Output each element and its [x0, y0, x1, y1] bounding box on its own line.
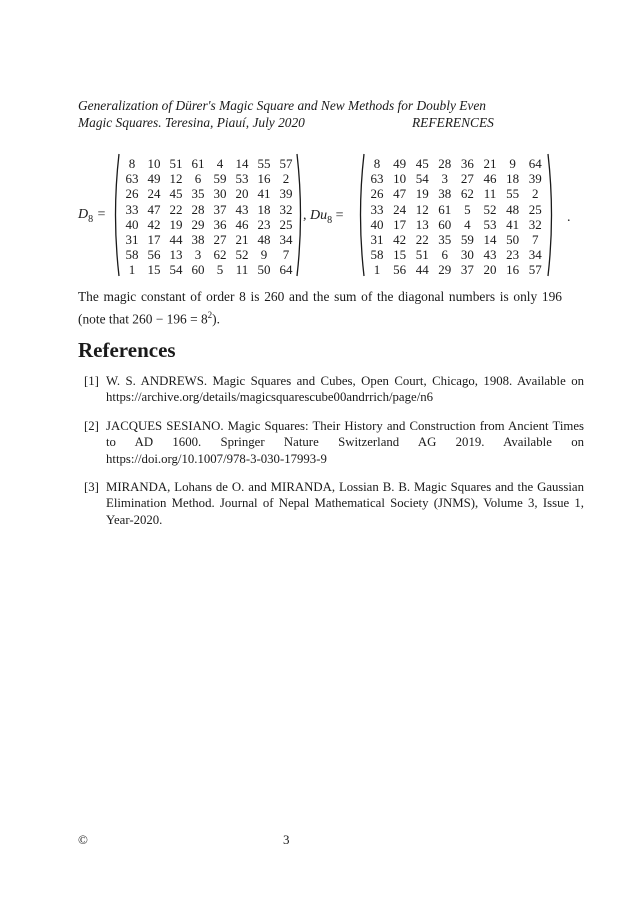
matrix-cell: 46: [483, 171, 497, 187]
matrix-cell: 2: [531, 186, 539, 202]
matrix-cell: 56: [147, 247, 161, 263]
matrix-cell: 49: [393, 156, 407, 171]
matrix-cell: 12: [415, 201, 429, 217]
matrix-cell: 21: [235, 232, 249, 247]
left-paren-icon: [356, 152, 365, 278]
header-section-label: REFERENCES: [412, 115, 494, 130]
matrix-cell: 7: [531, 232, 539, 247]
comma: ,: [303, 208, 307, 223]
matrix-cell: 25: [528, 201, 542, 217]
matrix-d8: [111, 152, 305, 278]
matrix-cell: 21: [483, 156, 497, 171]
matrix-cell: 14: [235, 156, 249, 171]
matrix-cell: 43: [483, 247, 497, 263]
paragraph-text: is: [245, 289, 265, 304]
matrix-cell: 38: [191, 232, 205, 247]
matrix-cell: 57: [279, 156, 293, 171]
matrix-cell: 13: [169, 247, 183, 263]
matrix-cell: 58: [370, 247, 384, 263]
du8-symbol: Du: [310, 208, 328, 223]
matrix-cell: 29: [191, 216, 205, 232]
matrix-cell: 18: [506, 171, 520, 187]
matrix-cell: 20: [483, 262, 497, 278]
matrix-cell: 9: [509, 156, 516, 171]
du8-equals: =: [335, 208, 344, 223]
matrix-cell: 41: [257, 186, 271, 202]
matrix-cell: 60: [191, 262, 205, 278]
matrix-cell: 1: [373, 262, 381, 278]
matrix-cell: 37: [460, 262, 474, 278]
matrix-cell: 7: [282, 247, 290, 263]
matrix-cell: 51: [415, 247, 429, 263]
paragraph-text: ).: [212, 311, 220, 327]
matrix-cell: 17: [147, 232, 161, 247]
matrix-du8: [356, 152, 556, 278]
matrix-cell: 44: [169, 232, 183, 247]
matrix-cell: 63: [125, 171, 139, 187]
matrix-cell: 6: [194, 171, 202, 187]
matrix-cell: 3: [194, 247, 202, 263]
matrix-cell: 50: [506, 232, 520, 247]
matrix-cell: 32: [279, 201, 293, 217]
matrix-cell: 17: [393, 216, 407, 232]
reference-item: [78, 373, 584, 406]
reference-number: [3]: [84, 480, 99, 495]
matrix-cell: 10: [393, 171, 407, 187]
references-list: [78, 373, 584, 540]
matrix-cell: 14: [483, 232, 497, 247]
matrix-cell: 16: [257, 171, 271, 187]
matrix-cell: 30: [213, 186, 227, 202]
matrix-cell: 20: [235, 186, 249, 202]
matrix-cell: 32: [528, 216, 542, 232]
magic-constant-value: 260: [264, 289, 285, 304]
exponent: 2: [207, 310, 213, 320]
matrix-cell: 22: [415, 232, 429, 247]
matrix-cell: 36: [460, 156, 474, 171]
matrix-cell: 11: [235, 262, 249, 278]
left-paren-icon: [111, 152, 120, 278]
matrix-cell: 54: [415, 171, 429, 187]
matrix-cell: 50: [257, 262, 271, 278]
copyright-symbol: ©: [78, 832, 88, 847]
matrix-cell: 52: [483, 201, 497, 217]
matrix-cell: 15: [393, 247, 407, 263]
matrix-cell: 43: [235, 201, 249, 217]
reference-text[interactable]: W. S. ANDREWS. Magic Squares and Cubes, Open Court, Chicago, 1908. Available on https://archive.org/details/magicsquarescube00andrrich/page/n6: [106, 374, 584, 405]
d8-subscript: 8: [88, 213, 94, 225]
header-title-line1: Generalization of Dürer's Magic Square and New Methods for Doubly Even: [78, 98, 487, 113]
du8-subscript: 8: [327, 214, 333, 226]
matrix-cell: 31: [370, 232, 384, 247]
matrix-cell: 44: [415, 262, 429, 278]
paragraph-text: and the sum of the diagonal numbers is only: [284, 289, 542, 304]
matrix-cell: 45: [415, 156, 429, 171]
reference-item: [78, 418, 584, 467]
matrix-cell: 26: [370, 186, 384, 202]
matrix-cell: 60: [438, 216, 452, 232]
matrix-cell: 36: [213, 216, 227, 232]
matrix-cell: 16: [506, 262, 520, 278]
paragraph-text: (note that: [78, 311, 133, 327]
matrix-cell: 59: [460, 232, 474, 247]
matrix-cell: 53: [235, 171, 249, 187]
page-number: 3: [283, 832, 290, 847]
matrix-cell: 12: [169, 171, 183, 187]
matrix-cell: 11: [483, 186, 497, 202]
matrix-cell: 64: [279, 262, 293, 278]
matrix-cell: 23: [257, 216, 271, 232]
matrix-cell: 4: [464, 216, 471, 232]
reference-item: [78, 479, 584, 528]
equation-separator: [303, 208, 344, 226]
matrix-cell: 10: [147, 156, 161, 171]
references-heading: References: [78, 338, 176, 362]
matrix-cell: 58: [125, 247, 139, 263]
matrix-cell: 52: [235, 247, 249, 263]
reference-text: MIRANDA, Lohans de O. and MIRANDA, Lossian B. B. Magic Squares and the Gaussian Elimination Method. Journal of Nepal Mathematical Society (JNMS), Volume 3, Issue 1, Year-2020.: [106, 480, 584, 527]
matrix-cell: 35: [191, 186, 205, 202]
matrix-cell: 28: [191, 201, 205, 217]
matrix-cell: 6: [441, 247, 449, 263]
matrix-cell: 30: [460, 247, 474, 263]
matrix-cell: 8: [128, 156, 136, 171]
matrix-cell: 24: [147, 186, 161, 202]
matrix-cell: 51: [169, 156, 183, 171]
matrix-cell: 5: [464, 201, 471, 217]
matrix-cell: 33: [370, 201, 384, 217]
matrix-cell: 61: [438, 201, 452, 217]
diagonal-sum-value: 196: [541, 289, 562, 304]
matrix-cell: 38: [438, 186, 452, 202]
matrix-cell: 48: [257, 232, 271, 247]
right-paren-icon: [547, 152, 556, 278]
matrix-cell: 15: [147, 262, 161, 278]
reference-text[interactable]: JACQUES SESIANO. Magic Squares: Their History and Construction from Ancient Times to AD 1600. Springer Nature Switzerland AG 2019. Available on https://doi.org/10.1007/978-3-030-17993-9: [106, 418, 584, 466]
matrix-cell: 1: [128, 262, 136, 278]
matrix-cell: 64: [528, 156, 542, 171]
paragraph-text: The magic constant of order: [78, 289, 240, 304]
matrix-cell: 40: [125, 216, 139, 232]
matrix-cell: 18: [257, 201, 271, 217]
matrix-cell: 45: [169, 186, 183, 202]
matrix-cell: 25: [279, 216, 293, 232]
matrix-cell: 54: [169, 262, 183, 278]
matrix-cell: 55: [257, 156, 271, 171]
d8-symbol: D: [78, 207, 89, 222]
matrix-cell: 9: [260, 247, 268, 263]
matrix-cell: 42: [147, 216, 161, 232]
matrix-cell: 47: [147, 201, 161, 217]
header-title-line2: Magic Squares. Teresina, Piauí, July 2020: [78, 115, 305, 130]
magic-constant-paragraph: [78, 288, 562, 328]
matrix-cell: 35: [438, 232, 452, 247]
matrix-cell: 41: [506, 216, 520, 232]
matrix-cell: 19: [169, 216, 183, 232]
matrix-cell: 29: [438, 262, 452, 278]
matrix-cell: 34: [279, 232, 293, 247]
matrix-cell: 62: [460, 186, 474, 202]
matrix-cell: 42: [393, 232, 407, 247]
matrix-cell: 27: [213, 232, 227, 247]
matrix-cell: 37: [213, 201, 227, 217]
order-value: 8: [239, 289, 246, 304]
d8-label: [78, 207, 106, 225]
matrix-cell: 57: [528, 262, 542, 278]
matrix-cell: 39: [528, 171, 542, 187]
matrix-cell: 5: [216, 262, 224, 278]
matrix-cell: 8: [373, 156, 381, 171]
matrix-cell: 2: [282, 171, 290, 187]
matrix-cell: 24: [393, 201, 407, 217]
matrix-cell: 34: [528, 247, 542, 263]
reference-number: [1]: [84, 374, 99, 388]
matrix-cell: 3: [441, 171, 449, 187]
matrix-cell: 33: [125, 201, 139, 217]
matrix-cell: 49: [147, 171, 161, 187]
d8-equals: =: [96, 207, 107, 222]
matrix-cell: 62: [213, 247, 227, 263]
matrix-cell: 55: [506, 186, 520, 202]
matrix-cell: 48: [506, 201, 520, 217]
matrix-cell: 13: [415, 216, 429, 232]
running-header: [78, 97, 498, 131]
matrix-cell: 22: [169, 201, 183, 217]
matrix-cell: 59: [213, 171, 227, 187]
matrix-cell: 27: [460, 171, 474, 187]
matrix-cell: 56: [393, 262, 407, 278]
matrix-cell: 47: [393, 186, 407, 202]
matrix-cell: 40: [370, 216, 384, 232]
matrix-cell: 4: [216, 156, 224, 171]
matrix-cell: 61: [191, 156, 205, 171]
matrix-cell: 31: [125, 232, 139, 247]
matrix-cell: 63: [370, 171, 384, 187]
difference-expression: 260 − 196 = 8: [132, 311, 208, 327]
matrix-cell: 19: [415, 186, 429, 202]
matrix-cell: 28: [438, 156, 452, 171]
matrix-cell: 46: [235, 216, 249, 232]
reference-number: [2]: [84, 418, 99, 433]
matrix-cell: 39: [279, 186, 293, 202]
matrix-cell: 26: [125, 186, 139, 202]
equation-terminator: .: [567, 210, 571, 225]
matrix-cell: 23: [506, 247, 520, 263]
matrix-cell: 53: [483, 216, 497, 232]
